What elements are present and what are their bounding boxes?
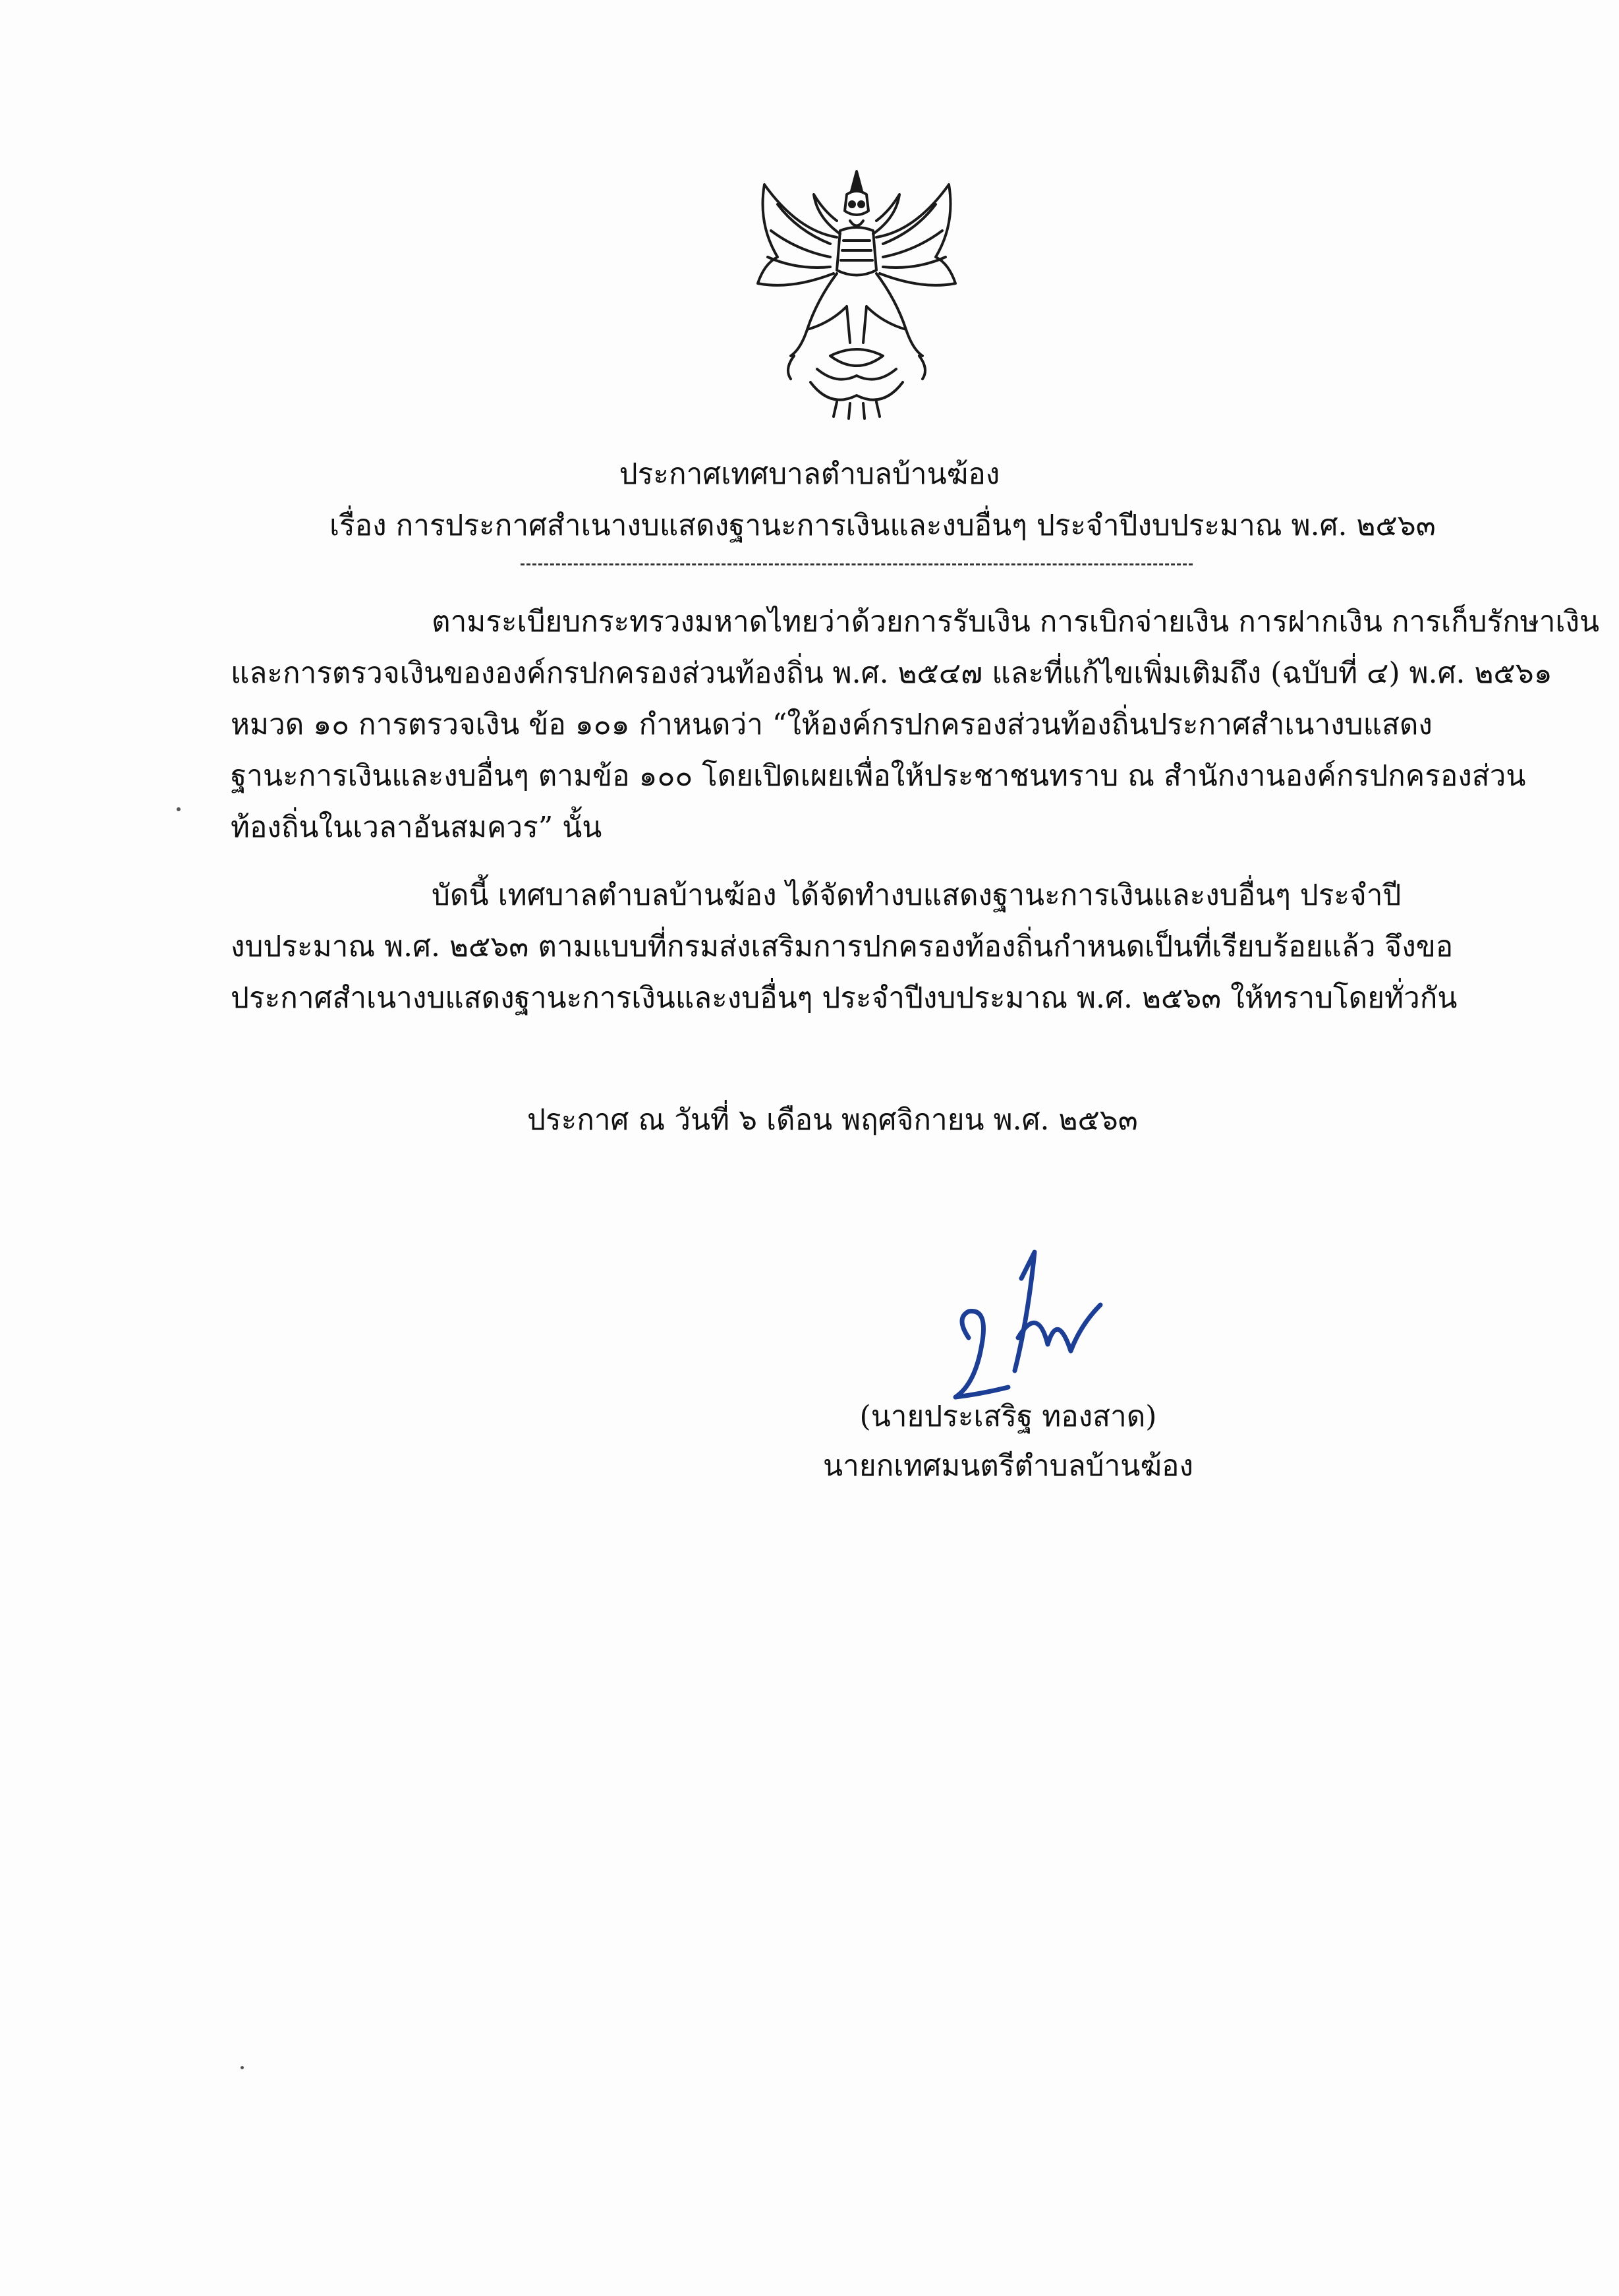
- paragraph-1-line: หมวด ๑๐ การตรวจเงิน ข้อ ๑๐๑ กำหนดว่า “ให้องค์กรปกครองส่วนท้องถิ่นประกาศสำเนางบแสดง: [231, 708, 1433, 741]
- announcement-date: ประกาศ ณ วันที่ ๖ เดือน พฤศจิกายน พ.ศ. ๒๕๖๓: [527, 1103, 1138, 1137]
- paragraph-2: [231, 870, 1483, 1024]
- paragraph-2-line: ประกาศสำเนางบแสดงฐานะการเงินและงบอื่นๆ ประจำปีงบประมาณ พ.ศ. ๒๕๖๓ ให้ทราบโดยทั่วกัน: [231, 981, 1458, 1015]
- scan-speck: [241, 2066, 244, 2069]
- scan-speck: [177, 807, 181, 811]
- paragraph-1-line: ตามระเบียบกระทรวงมหาดไทยว่าด้วยการรับเงิน การเบิกจ่ายเงิน การฝากเงิน การเก็บรักษาเงิน: [432, 605, 1600, 639]
- document-subject: เรื่อง การประกาศสำเนางบแสดงฐานะการเงินและงบอื่นๆ ประจำปีงบประมาณ พ.ศ. ๒๕๖๓: [329, 509, 1436, 542]
- paragraph-1-line: และการตรวจเงินขององค์กรปกครองส่วนท้องถิ่น พ.ศ. ๒๕๔๗ และที่แก้ไขเพิ่มเติมถึง (ฉบับที่ ๔) พ.ศ. ๒๕๖๑: [231, 656, 1552, 690]
- paragraph-2-line: บัดนี้ เทศบาลตำบลบ้านฆ้อง ได้จัดทำงบแสดงฐานะการเงินและงบอื่นๆ ประจำปี: [432, 878, 1402, 912]
- paragraph-1-line: ฐานะการเงินและงบอื่นๆ ตามข้อ ๑๐๐ โดยเปิดเผยเพื่อให้ประชาชนทราบ ณ สำนักงานองค์กรปกครองส่วน: [231, 759, 1526, 793]
- signer-name: (นายประเสริฐ ทองสาด): [859, 1400, 1157, 1433]
- paragraph-2-line: งบประมาณ พ.ศ. ๒๕๖๓ ตามแบบที่กรมส่งเสริมการปกครองท้องถิ่นกำหนดเป็นที่เรียบร้อยแล้ว จึงขอ: [231, 930, 1454, 963]
- handwritten-signature: [942, 1239, 1127, 1410]
- garuda-emblem-icon: [738, 158, 975, 422]
- separator-line: [521, 563, 1193, 565]
- document-title: ประกาศเทศบาลตำบลบ้านฆ้อง: [619, 457, 1000, 491]
- signer-position: นายกเทศมนตรีตำบลบ้านฆ้อง: [823, 1449, 1193, 1483]
- paragraph-1-line: ท้องถิ่นในเวลาอันสมควร” นั้น: [231, 811, 602, 844]
- paragraph-1: [231, 596, 1600, 853]
